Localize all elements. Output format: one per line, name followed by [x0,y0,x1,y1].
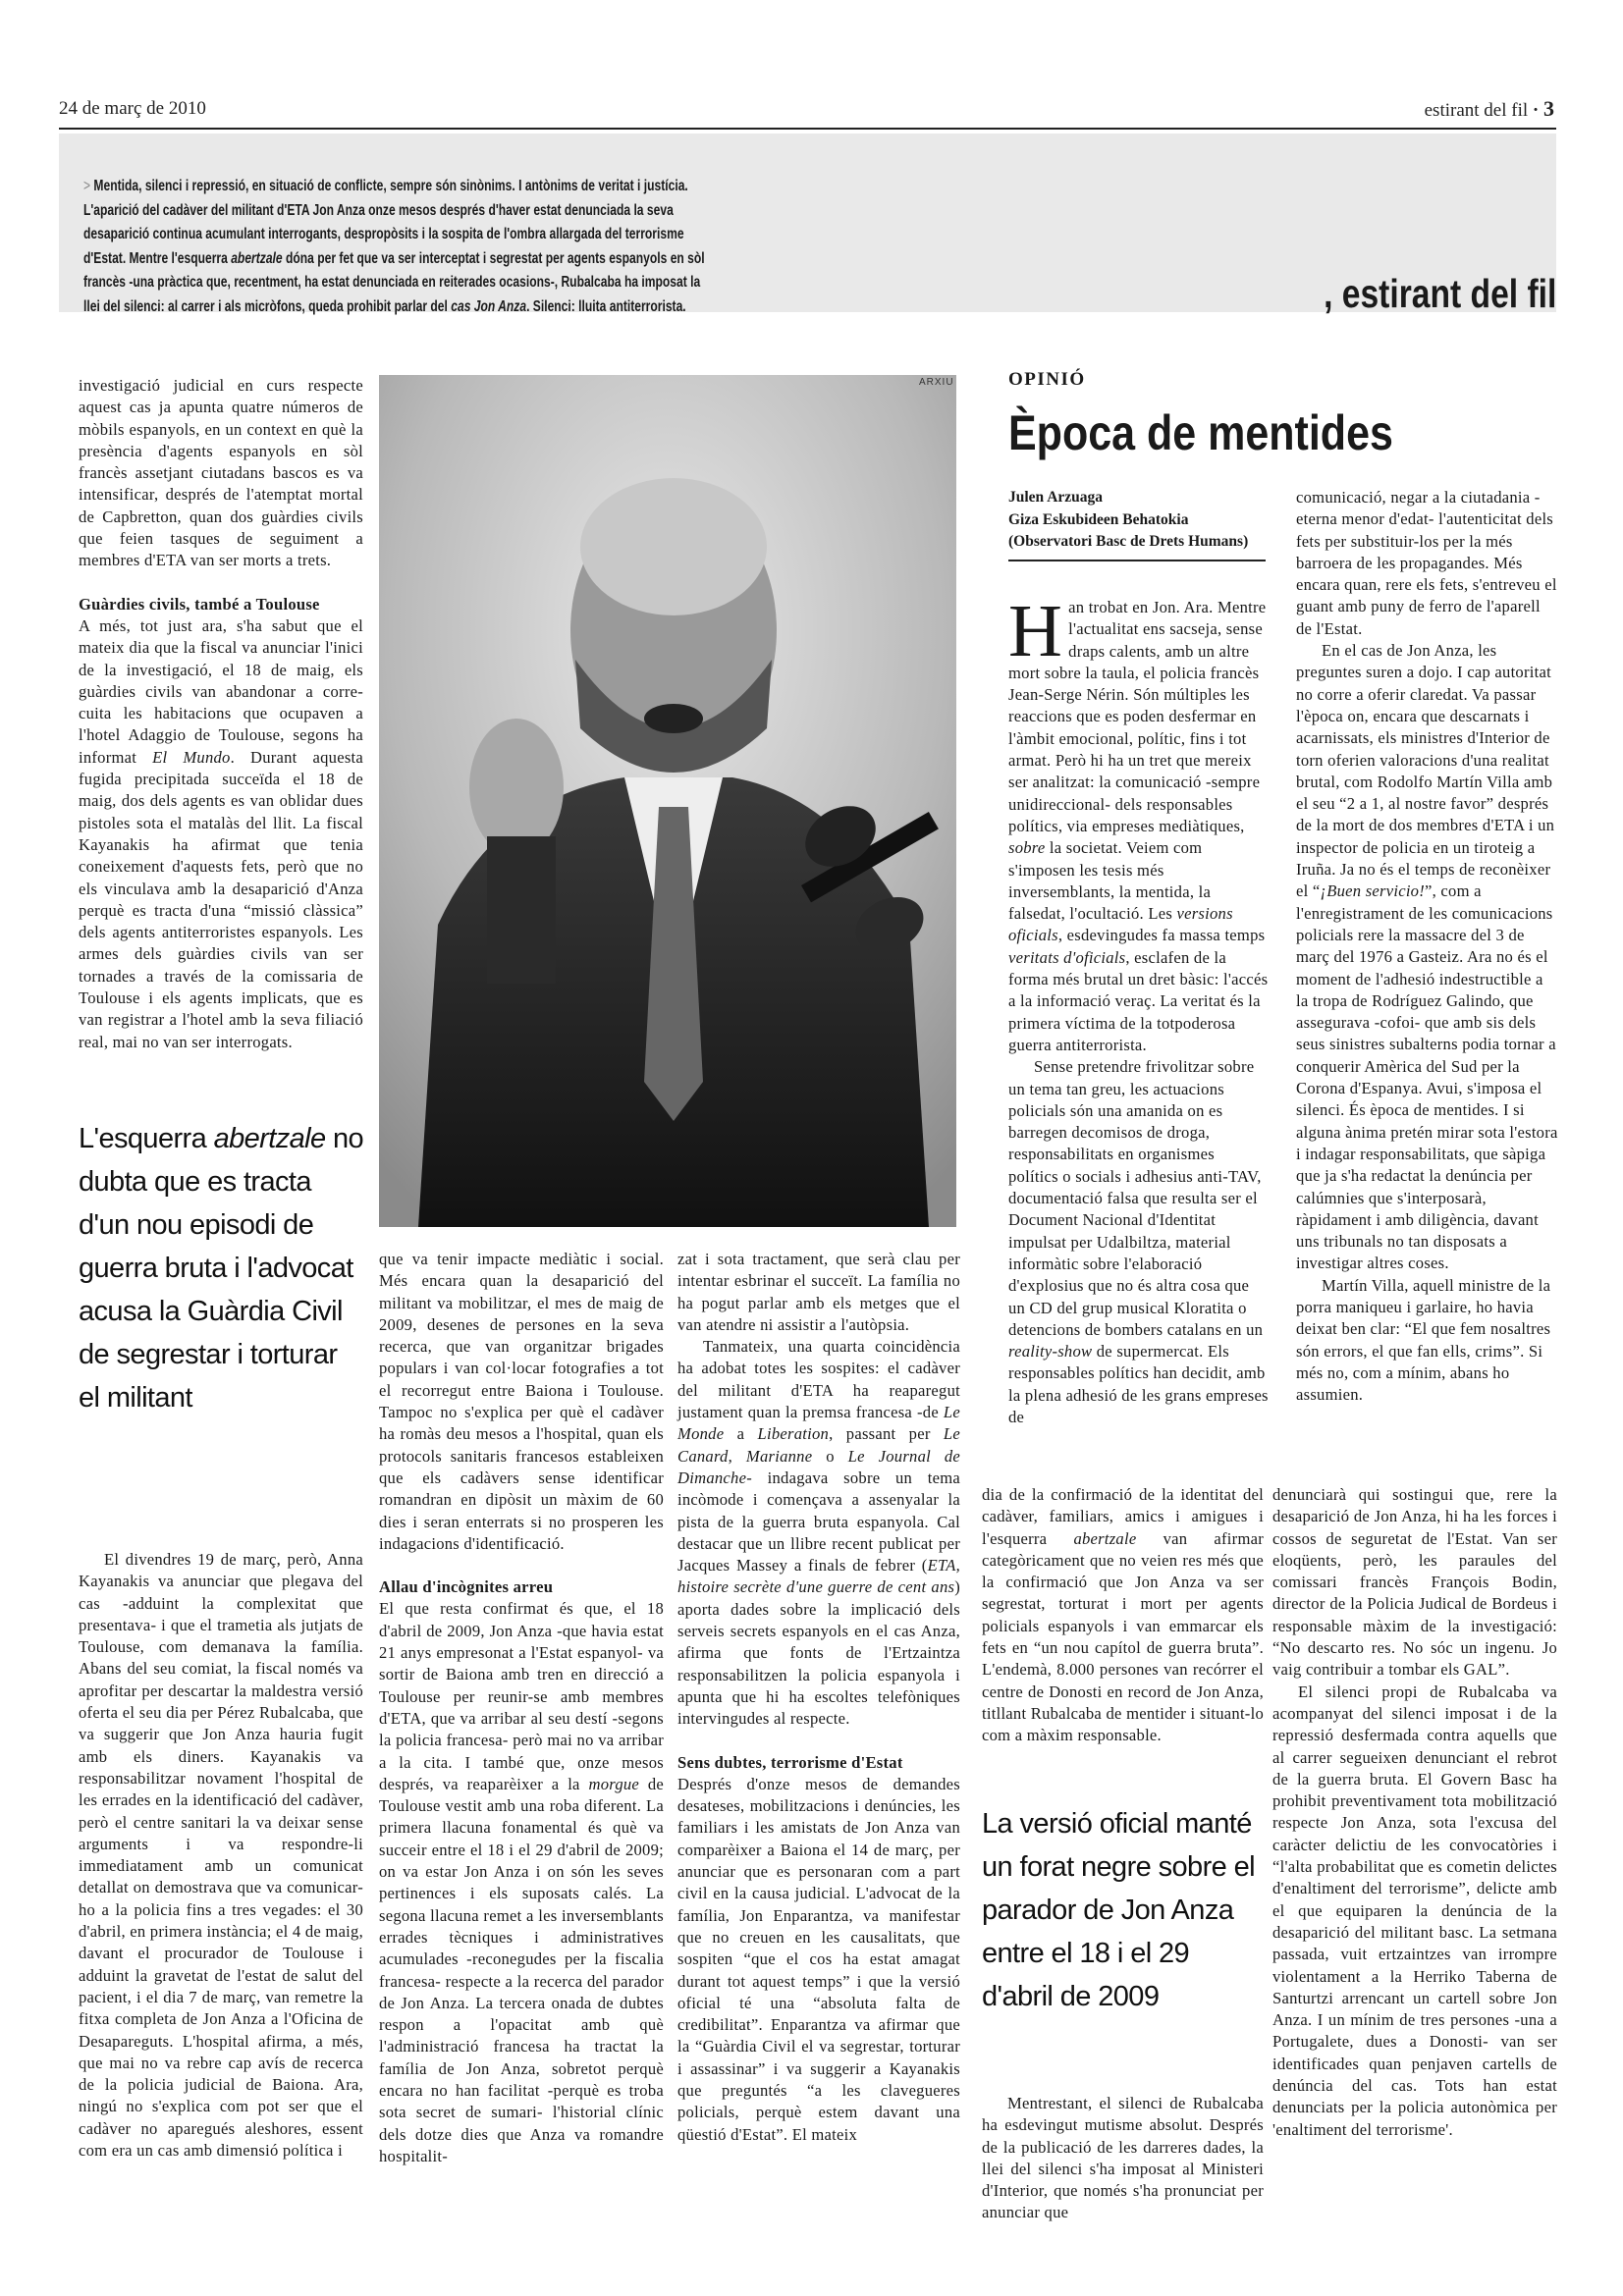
italic-text-run: reality-show [1008,1342,1093,1362]
article-column-4b [982,2093,1264,2224]
section-kicker: , estirant del fil [1323,271,1556,316]
text-run: investigació judicial en curs respecte aquest cas ja apunta quatre números de mòbils espanyols, en un context en què la presència d'agents espanyols en sòl francès assetjant ciutadans bascos es va intensificar, després de l'atemptat mortal de Capbretton, quan dos guàrdies civils que feien tasques de seguiment a membres d'ETA van ser morts a trets. [79,376,363,570]
text-run: la societat. Veiem com s'imposen les tesis més inversemblants, la mentida, la falsedat, l'ocultació. Les [1008,838,1212,924]
text-run: , [728,1446,746,1466]
article-column-1a [79,375,363,1053]
text-run: A més, tot just ara, s'ha sabut que el mateix dia que la fiscal va anunciar l'inici de la investigació, el 18 de maig, els guàrdies civils van abandonar a corre-cuita les habitacions que ocupaven a l'hotel Adaggio de Toulouse, segons ha informat [79,615,363,767]
text-run: El silenci propi de Rubalcaba va acompanyat del silenci imposat i de la repressió desfermada contra aquells que al carrer segueixen denunciant el rebrot de la guerra bruta. El Govern Basc ha prohibit preventivament tota mobilització respecte Jon Anza, sota l'excusa del caràcter delictiu de les convocatòries i “l'alta probabilitat que es cometin delictes d'enaltiment del terrorisme”, delicte amb el que equiparen la denúncia de la desaparició del militant basc. La setmana passada, vuit ertzaintzes van irrompre violentament a la Herriko Taberna de Santurtzi arrencant un cartell sobre Jon Anza. I un mínim de tres persones -una a Portugalete, dues a Donosti- van ser identificades quan penjaven cartells de denúncia del cas. Tots han estat denunciats per la policia autonòmica per 'enaltiment del terrorisme'. [1272,1682,1557,2139]
italic-text-run: versions oficials [1008,904,1233,945]
italic-text-run: abertzale [213,1123,326,1154]
text-run: que va tenir impacte mediàtic i social. Més encara quan la desaparició del militant va mobilitzar, el mes de maig de 2009, desenes de persones en la seva recerca, que van organitzar brigades populars i van col·locar fotografies a tot el recorregut entre Baiona i Toulouse. Tampoc no s'explica per què el cadàver ha romàs deu mesos a l'hospital, quan els protocols sanitaris francesos estableixen que els cadàvers sense identificar romandran en dipòsit un màxim de 60 dies i seran enterrats si no prosperen les indagacions d'identificació. [379,1250,664,1553]
header-rule [59,128,1556,130]
italic-text-run: veritats d'oficials [1008,947,1126,967]
paragraph [1008,1056,1269,1428]
opinion-column-b [1296,487,1559,1406]
text-run: , esdevingudes fa massa temps [1057,926,1266,945]
subheading: Allau d'incògnites arreu [379,1577,554,1597]
paragraph [379,1598,664,2167]
subheading: Guàrdies civils, també a Toulouse [79,594,320,614]
text-run: de Toulouse vestit amb una roba diferent. La primera llacuna fonamental és què va succeir entre el 18 i el 29 d'abril de 2009; on va estar Jon Anza i on són les seves pertinences i els suposats calés. La segona llacuna remet a les inversemblants errades tècniques i administratives acumulades -reconegudes per la fiscalia francesa- respecte a la recerca del parador de Jon Anza. La tercera onada de dubtes respon a l'opacitat amb què l'administració francesa ha tractat la família de Jon Anza, sobretot perquè encara no han facilitat -perquè es troba sota secret de sumari- l'historial clínic dels dotze dies que Anza va romandre hospitalit- [379,1774,665,2165]
italic-text-run: cas Jon Anza [451,297,527,315]
pullquote-1 [79,1117,363,1419]
paragraph [677,1336,960,1730]
paragraph [982,1484,1264,1747]
paragraph [79,615,363,1053]
text-run: La versió oficial manté un forat negre sobre el parador de Jon Anza entre el 18 i el 29 d'abril de 2009 [982,1808,1255,2012]
subheading: Sens dubtes, terrorisme d'Estat [677,1752,903,1772]
paragraph [1272,1682,1557,2141]
opinion-column-a [1008,590,1269,1428]
paragraph [1296,640,1559,1275]
text-run: Mentrestant, el silenci de Rubalcaba ha esdevingut mutisme absolut. Després de la publicació de les darreres dades, la llei del silenci s'ha imposat al Ministeri d'Interior, que només s'ha pronunciat per anunciar que [982,2094,1264,2222]
article-column-1b [79,1549,363,2162]
text-run: , esclafen de la forma més brutal un dret bàsic: l'accés a la informació veraç. La veritat és la primera víctima de la totpoderosa guerra antiterrorista. [1008,947,1269,1054]
article-column-3 [677,1249,960,2146]
text-run: - indagava sobre un tema incòmode i començava a assenyalar la pista de la guerra bruta espanyola. Cal destacar que un llibre recent publicat per Jacques Massey a finals de febrer ( [677,1468,960,1575]
italic-text-run: El Mundo [152,747,231,767]
italic-text-run: abertzale [231,249,283,267]
text-run: dóna per fet que va ser interceptat i segrestat per agents espanyols en sòl francès -una pràctica que, recentment, ha estat denunciada en reiterades ocasions-, Rubalcaba ha imposat la llei del silenci: al carrer i als micròfons, queda prohibit parlar del [83,249,705,315]
speaker-photo [379,375,956,1227]
opinion-byline [1008,487,1266,561]
text-run: zat i sota tractament, que serà clau per intentar esbrinar el succeït. La família no ha pogut parlar amb els metges que el van atendre ni assistir a l'autòpsia. [677,1250,960,1334]
text-run: Tanmateix, una quarta coincidència ha adobat totes les sospites: el cadàver del militant d'ETA ha reaparegut justament quan la premsa francesa -de [677,1337,960,1422]
italic-text-run: Le Journal de Dimanche [677,1446,961,1487]
italic-text-run: ¡Buen servicio! [1320,881,1426,901]
paragraph [677,1774,960,2146]
text-run: Després d'onze mesos de demandes desateses, mobilitzacions i denúncies, les familiars i les amistats de Jon Anza van comparèixer a Baiona el 14 de març, per anunciar que es personaran com a part civil en la causa judicial. L'advocat de la família, Jon Enparantza, va manifestar que no creuen en les causalitats, que sospiten “que el cos ha estat amagat durant tot aquest temps” i que la versió oficial té una “absoluta falta de credibilitat”. Enparantza va afirmar que la “Guàrdia Civil el va segrestar, torturar i assassinar” i va suggerir a Kayanakis que preguntés “a les clavegueres policials, perquè estem davant una qüestió d'Estat”. El mateix [677,1774,960,2144]
folio-separator: · [1532,100,1540,121]
italic-text-run: morgue [588,1774,640,1793]
article-column-4 [982,1484,1264,1747]
text-run: . Durant aquesta fugida precipitada succeïda el 18 de maig, dos dels agents es van oblidar dues pistoles sota el matalàs del llit. La fiscal Kayanakis ha afirmat que tenia coneixement d'aquests fets, però que no els vinculava amb la desaparició d'Anza perquè es tracta d'una “missió clàssica” dels agents antiterroristes espanyols. Les armes dels guàrdies civils van ser tornades a través de la comissaria de Toulouse i els agents implicats, que es van registrar a l'hotel amb la seva filiació real, mai no van ser interrogats. [79,747,364,1051]
paragraph [1296,1275,1559,1407]
author-organization: Giza Eskubideen Behatokia [1008,510,1189,528]
author-organization-translation: (Observatori Basc de Drets Humans) [1008,533,1249,550]
text-run: Sense pretendre frivolitzar sobre un tema tan greu, les actuacions policials són una amanida on es barregen decomisos de droga, responsabilitats en organismes polítics o socials i adhesius anti-TAV, documentació falsa que resulta ser el Document Nacional d'Identitat impulsat per Udalbiltza, material informàtic sobre l'elaboració d'explosius que no és altra cosa que un CD del grup musical Kloratita o detencions de bombers catalans en un [1008,1057,1264,1339]
lead-arrow-icon: > [83,178,91,194]
text-run: . Silenci: lluita antiterrorista. [526,297,686,315]
text-run: Martín Villa, aquell ministre de la porra maniqueu i garlaire, ho havia deixat ben clar: “El que fem nosaltres són errors, el que fan ells, crims”. Si més no, com a mínim, abans ho assumien. [1296,1275,1551,1405]
text-run: En el cas de Jon Anza, les preguntes suren a dojo. I cap autoritat no corre a oferir claredat. Va passar l'època on, encara que descarnats i acarnissats, els ministres d'Interior de torn oferien valoracions d'una realitat brutal, com Rodolfo Martín Villa amb el seu “2 a 1, al nostre favor” després de la mort de dos membres d'ETA i un inspector de policia en un tiroteig a Iruña. Ja no és el temps de reconèixer el “ [1296,641,1555,901]
paragraph [79,1549,363,2162]
paragraph [677,1249,960,1336]
article-column-5 [1272,1484,1557,2141]
text-run: de supermercat. Els responsables polítics han decidit, amb la plena adhesió de les grans empreses de [1008,1342,1269,1426]
paragraph [1008,590,1269,1056]
paragraph [379,1249,664,1555]
text-run: , passant per [829,1424,944,1444]
text-run: L'esquerra [79,1123,214,1154]
paragraph [1272,1484,1557,1682]
text-run: ) aporta dades sobre la implicació dels serveis secrets espanyols en el cas Anza, afirma que fonts de l'Ertzaintza responsabilitzen la policia espanyola i apunta que hi ha escoltes telefòniques intervingudes al respecte. [677,1577,960,1729]
opinion-title: Època de mentides [1008,405,1393,460]
paragraph [79,375,363,572]
section-name: estirant del fil [1424,100,1529,121]
italic-text-run: abertzale [1073,1528,1137,1548]
italic-text-run: Marianne [745,1446,813,1466]
italic-text-run: ETA, histoire secrète d'une guerre de cent ans [677,1556,960,1597]
text-run: no dubta que es tracta d'un nou episodi de guerra bruta i l'advocat acusa la Guàrdia Civil de segrestar i torturar el militant [79,1123,364,1414]
dropcap: H [1008,590,1063,672]
paragraph [1296,487,1559,640]
page-number: 3 [1543,96,1554,121]
page-folio [1425,96,1554,122]
lead-runs [83,178,705,315]
page-date: 24 de març de 2010 [59,98,206,119]
text-run: an trobat en Jon. Ara. Mentre l'actualitat ens sacseja, sense draps calents, amb un altre mort sobre la taula, el policia francès Jean-Serge Nérin. Són múltiples les reaccions que es poden desfermar en l'àmbit emocional, polític, fins i tot armat. Però hi ha un tret que mereix ser analitzat: la comunicació -sempre unidireccional- dels responsables polítics, via empreses mediàtiques, [1008,598,1267,835]
text-run: van afirmar categòricament que no veien res més que la confirmació que Jon Anza va ser segrestat, torturat i mort per agents policials espanyols i van emmarcar els fets en “un nou capítol de guerra bruta”. L'endemà, 8.000 persones van recórrer el centre de Donosti en record de Jon Anza, titllant Rubalcaba de mentider i situant-lo com a màxim responsable. [982,1528,1264,1745]
paragraph [982,2093,1264,2224]
opinion-section-label: OPINIÓ [1008,369,1086,390]
text-run: denunciarà qui sostingui que, rere la desaparició de Jon Anza, hi ha les forces i cossos de seguretat de l'Estat. Van ser eloqüents, però, les paraules del comissari francès François Bodin, director de la Policia Judical de Bordeus i responsable màxim de la investigació: “No descarto res. No sóc un ingenu. Jo vaig contribuir a tombar els GAL”. [1272,1485,1557,1680]
photo-rubalcaba [379,375,956,1227]
text-run: ”, com a l'enregistrament de les comunicacions policials rere la massacre del 3 de març del 1976 a Gasteiz. Ara no és el moment de l'adhesió indestructible a la tropa de Rodríguez Galindo, que assegurava -cofoi- que amb sis dels seus sinistres subalterns podia tornar a conquerir Amèrica del Sud per la Corona d'Espanya. Avui, s'imposa el silenci. És època de mentides. I si alguna ànima pretén mirar sota l'estora i indagar responsabilitats, que sàpiga que ja s'ha redactat la denúncia per calúmnies que s'interposarà, ràpidament i amb diligència, davant uns tribunals no tan disposats a investigar altres coses. [1296,881,1558,1273]
italic-text-run: Liberation [757,1424,830,1444]
text-run: a [724,1424,758,1444]
italic-text-run: Le Canard [677,1424,960,1466]
text-run: dia de la confirmació de la identitat del cadàver, familiars, amics i amigues i l'esquerra [982,1485,1264,1548]
author-name: Julen Arzuaga [1008,489,1104,506]
lead-text [83,175,719,319]
text-run: comunicació, negar a la ciutadania -eterna menor d'edat- l'autenticitat dels fets per substituir-los per la més barroera de les propagandes. Més encara quan, rere els fets, s'entreveu el guant amb puny de ferro de l'aparell de l'Estat. [1296,488,1557,638]
text-run: o [812,1446,848,1466]
pullquote-2 [982,1802,1264,2018]
italic-text-run: Le Monde [677,1403,960,1444]
text-run: El divendres 19 de març, però, Anna Kayanakis va anunciar que plegava del cas -adduint la complexitat que presentava- i que el trametia als jutjats de Toulouse, com demanava la família. Abans del seu comiat, la fiscal només va aprofitar per descartar la maldestra versió oferta el seu dia per Pérez Rubalcaba, que va suggerir que Jon Anza hauria fugit amb els diners. Kayanakis va responsabilitzar novament l'hospital de les errades en la identificació del cadàver, però el centre sanitari la va deixar sense arguments i va respondre-li immediatament amb un comunicat detallat on demostrava que va comunicar-ho a la policia fins a tres vegades: el 30 d'abril, en primera instància; el 4 de maig, davant el procurador de Toulouse i adduint la gravetat de l'estat de salut del pacient, i el dia 7 de març, van remetre la fitxa completa de Jon Anza a l'Oficina de Desapareguts. L'hospital afirma, a més, que mai no va rebre cap avís de recerca de la policia judicial de Baiona. Ara, ningú no s'explica com pot ser que el cadàver no aparegués aleshores, essent com era un cas amb dimensió política i [79,1550,363,2161]
text-run: Mentida, silenci i repressió, en situació de conflicte, sempre són sinònims. I antònims de veritat i justícia. L'aparició del cadàver del militant d'ETA Jon Anza onze mesos després d'haver estat denunciada la seva desaparició continua acumulant interrogants, despropòsits i la sospita de l'ombra allargada del terrorisme d'Estat. Mentre l'esquerra [83,178,688,267]
opinion-column-a-body [1008,590,1269,1428]
italic-text-run: sobre [1008,838,1046,858]
photo-credit: ARXIU [919,377,954,388]
article-column-2 [379,1249,664,2167]
text-run: El que resta confirmat és que, el 18 d'abril de 2009, Jon Anza -que havia estat 21 anys empresonat a l'Estat espanyol- va sortir de Baiona amb tren en direcció a Toulouse per reunir-se amb membres d'ETA, que va arribar al seu destí -segons la policia francesa- però mai no va arribar a la cita. I també que, onze mesos després, va reaparèixer a la [379,1599,664,1793]
